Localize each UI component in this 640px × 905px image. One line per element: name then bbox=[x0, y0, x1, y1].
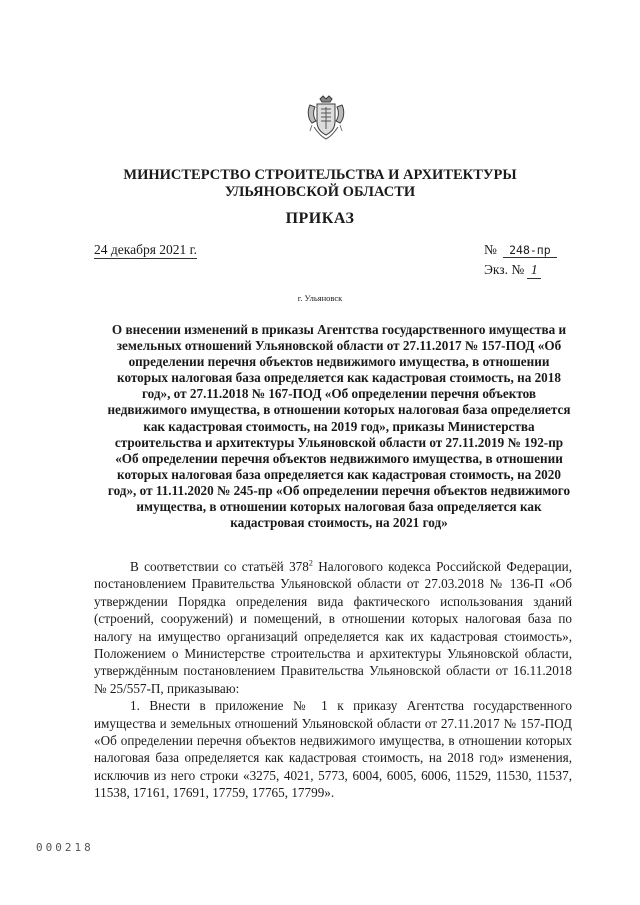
document-number bbox=[484, 242, 557, 258]
coat-of-arms-icon bbox=[306, 95, 346, 141]
number-value: 248-пр bbox=[503, 243, 557, 258]
city: г. Ульяновск bbox=[297, 293, 343, 303]
document-body bbox=[94, 558, 572, 802]
document-type: ПРИКАЗ bbox=[285, 210, 355, 227]
document-date: 24 декабря 2021 г. bbox=[94, 242, 198, 257]
ministry-line-2: УЛЬЯНОВСКОЙ ОБЛАСТИ bbox=[224, 184, 416, 200]
copy-label: Экз. № bbox=[484, 262, 525, 277]
ministry-name bbox=[0, 167, 640, 201]
number-label: № bbox=[484, 242, 497, 257]
document-title: О внесении изменений в приказы Агентства государственного имущества и земельных отношений Ульяновской области от 27.11.2017 № 157-ПОД «Об определении перечня объектов недвижимого имущества, в отношении которых налоговая база определяется как кадастровая стоимость, на 2018 год», от 27.11.2018 № 167-ПОД «Об определении перечня объектов недвижимого имущества, в отношении которых налоговая база определяется как кадастровая стоимость, на 2019 год», приказы Министерства строительства и архитектуры Ульяновской области от 27.11.2019 № 192-пр «Об определении перечня объектов недвижимого имущества, в отношении которых налоговая база определяется как кадастровая стоимость, на 2020 год», от 11.11.2020 № 245-пр «Об определении перечня объектов недвижимого имущества, в отношении которых налоговая база определяется как кадастровая стоимость, на 2021 год» bbox=[107, 322, 571, 531]
ministry-line-1: МИНИСТЕРСТВО СТРОИТЕЛЬСТВА И АРХИТЕКТУРЫ bbox=[123, 167, 517, 183]
copy-number bbox=[484, 262, 541, 279]
body-paragraph-2: 1. Внести в приложение № 1 к приказу Агентства государственного имущества и земельных отношений Ульяновской области от 27.11.2017 № 157-ПОД «Об определении перечня объектов недвижимого имущества, в отношении которых налоговая база определяется как кадастровая стоимость, на 2018 год» изменения, исключив из него строки «3275, 4021, 5773, 6004, 6005, 6006, 11529, 11530, 11537, 11538, 17161, 17691, 17759, 17765, 17799». bbox=[94, 698, 572, 801]
page-stamp: 000218 bbox=[36, 841, 94, 854]
copy-value: 1 bbox=[527, 262, 541, 279]
body-paragraph-1: В соответствии со статьёй $378^2$ Налогового кодекса Российской Федерации, постановлением Правительства Ульяновской области от 27.03.2018 № 136-П «Об утверждении Порядка определения вида фактического использования зданий (строений, сооружений) и помещений, в отношении которых налоговая база по налогу на имущество организаций определяется как их кадастровая стоимость», Положением о Министерстве строительства и архитектуры Ульяновской области, утверждённым постановлением Правительства Ульяновской области от 16.11.2018 № 25/557-П, приказываю: bbox=[94, 558, 572, 696]
